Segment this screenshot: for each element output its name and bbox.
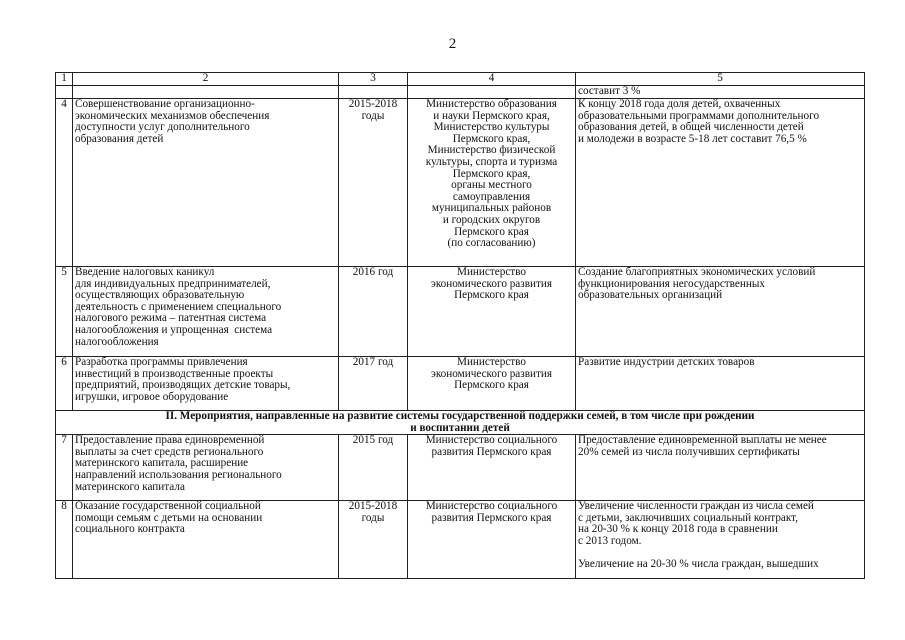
measure-cell-line: налогообложения: [75, 335, 159, 348]
executor-cell: [408, 501, 576, 579]
measure-cell-line: направлений использования регионального: [75, 468, 282, 481]
measure-cell-line: для индивидуальных предпринимателей,: [75, 277, 271, 290]
result-cell-line: Создание благоприятных экономических условий: [578, 266, 816, 278]
measure-cell-line: помощи семьям с детьми на основании: [75, 511, 263, 524]
row-number: 6: [56, 357, 73, 411]
executor-cell-line: Министерство социального: [425, 434, 558, 447]
table-row: [56, 435, 865, 501]
page-number: 2: [448, 36, 457, 52]
executor-cell-line: экономического развития: [431, 277, 552, 290]
action-plan-table: [55, 72, 865, 579]
result-cell-line: Развитие индустрии детских товаров: [578, 356, 755, 368]
executor-cell-line: Министерство культуры: [433, 121, 550, 134]
measure-cell-line: доступности услуг дополнительного: [75, 121, 250, 134]
carryover-result-line: составит 3 %: [578, 85, 641, 97]
executor-cell-line: муниципальных районов: [431, 202, 552, 215]
table-header-row: [56, 73, 865, 86]
measure-cell-line: Оказание государственной социальной: [75, 500, 261, 513]
measure-cell-line: предприятий, производящих детские товары,: [75, 379, 291, 392]
measure-cell: [73, 501, 339, 579]
row-number: 8: [56, 501, 73, 579]
row-number: 4: [56, 99, 73, 267]
measure-cell-line: налогообложения и упрощенная система: [75, 323, 273, 336]
period-cell-line: годы: [361, 109, 385, 122]
carryover-row: [56, 86, 865, 99]
executor-cell-line: развития Пермского края: [431, 445, 552, 458]
carryover-measure: [73, 86, 339, 99]
period-cell: [339, 357, 408, 411]
column-header-3: 3: [339, 73, 408, 86]
measure-cell: [73, 357, 339, 411]
executor-cell-line: Пермского края,: [452, 167, 531, 180]
result-cell-line: с детьми, заключивших социальный контракт,: [578, 511, 799, 524]
result-cell-line: на 20-30 % к концу 2018 года в сравнении: [578, 523, 778, 536]
period-cell-line: 2015 год: [352, 434, 394, 447]
result-cell-line: образования детей, в общей численности детей: [578, 121, 804, 134]
carryover-num: [56, 86, 73, 99]
carryover-executor: [408, 86, 576, 99]
table-row: [56, 501, 865, 579]
column-header-1: 1: [56, 73, 73, 86]
executor-cell-line: Министерство: [457, 356, 526, 368]
executor-cell-line: Министерство физической: [427, 144, 556, 157]
period-cell-line: 2015-2018: [348, 98, 398, 110]
section-heading-line: II. Мероприятия, направленные на развитие системы государственной поддержки семей, в том числе при рождении: [165, 410, 755, 422]
result-cell-line: К концу 2018 года доля детей, охваченных: [578, 98, 781, 110]
executor-cell-line: Министерство: [457, 266, 526, 278]
executor-cell-line: Пермского края,: [452, 132, 531, 145]
executor-cell-line: культуры, спорта и туризма: [425, 155, 558, 168]
measure-cell-line: Совершенствование организационно-: [75, 98, 255, 110]
period-cell-line: 2016 год: [352, 266, 394, 278]
result-cell: [576, 357, 865, 411]
measure-cell: [73, 435, 339, 501]
column-header-5: 5: [576, 73, 865, 86]
executor-cell-line: развития Пермского края: [431, 511, 552, 524]
executor-cell: [408, 267, 576, 357]
executor-cell-line: (по согласованию): [447, 237, 536, 250]
measure-cell-line: игрушки, игровое оборудование: [75, 390, 229, 403]
executor-cell-line: Пермского края: [454, 225, 529, 238]
result-cell-line: с 2013 годом.: [578, 534, 642, 547]
section-heading-line: и воспитании детей: [410, 421, 510, 434]
result-cell-line: Увеличение численности граждан из числа семей: [578, 500, 814, 513]
result-cell-line: функционирования негосударственных: [578, 277, 765, 290]
result-cell: [576, 99, 865, 267]
section-heading-row: [56, 411, 865, 435]
measure-cell-line: Предоставление права единовременной: [75, 434, 265, 447]
table-row: [56, 99, 865, 267]
result-cell-line: образовательными программами дополнительного: [578, 109, 820, 122]
period-cell: [339, 99, 408, 267]
carryover-period: [339, 86, 408, 99]
measure-cell-line: выплаты за счет средств регионального: [75, 445, 264, 458]
table-row: [56, 357, 865, 411]
result-cell-line: Предоставление единовременной выплаты не менее: [578, 434, 827, 447]
measure-cell: [73, 99, 339, 267]
result-cell-line: Увеличение на 20-30 % числа граждан, вышедших: [578, 558, 819, 571]
column-header-2: 2: [73, 73, 339, 86]
row-number: 7: [56, 435, 73, 501]
measure-cell-line: материнского капитала: [75, 480, 185, 493]
measure-cell-line: социального контракта: [75, 523, 185, 536]
measure-cell: [73, 267, 339, 357]
executor-cell: [408, 435, 576, 501]
result-cell-line: 20% семей из числа получивших сертификаты: [578, 445, 800, 458]
period-cell-line: годы: [361, 511, 385, 524]
period-cell-line: 2017 год: [352, 356, 394, 368]
period-cell: [339, 435, 408, 501]
measure-cell-line: осуществляющих образовательную: [75, 289, 245, 302]
measure-cell-line: деятельность с применением специального: [75, 300, 282, 313]
result-cell-line: образовательных организаций: [578, 289, 723, 302]
executor-cell-line: самоуправления: [452, 190, 531, 203]
executor-cell-line: Пермского края: [454, 289, 529, 302]
measure-cell-line: инвестиций в производственные проекты: [75, 367, 274, 380]
measure-cell-line: экономических механизмов обеспечения: [75, 109, 270, 122]
executor-cell-line: Министерство образования: [426, 98, 557, 110]
measure-cell-line: Разработка программы привлечения: [75, 356, 248, 368]
table-row: [56, 267, 865, 357]
carryover-result: [576, 86, 865, 99]
measure-cell-line: налогового режима – патентная система: [75, 312, 267, 325]
executor-cell: [408, 99, 576, 267]
result-cell: [576, 501, 865, 579]
executor-cell-line: и городских округов: [442, 213, 541, 226]
executor-cell: [408, 357, 576, 411]
executor-cell-line: экономического развития: [431, 367, 552, 380]
executor-cell-line: и науки Пермского края,: [433, 109, 550, 122]
executor-cell-line: органы местного: [451, 179, 532, 192]
period-cell-line: 2015-2018: [348, 500, 398, 513]
measure-cell-line: образования детей: [75, 132, 164, 145]
executor-cell-line: Пермского края: [454, 379, 529, 392]
period-cell: [339, 501, 408, 579]
executor-cell-line: Министерство социального: [425, 500, 558, 513]
column-header-4: 4: [408, 73, 576, 86]
row-number: 5: [56, 267, 73, 357]
section-heading: [56, 411, 865, 435]
result-cell: [576, 435, 865, 501]
measure-cell-line: материнского капитала, расширение: [75, 457, 249, 470]
result-cell-line: и молодежи в возрасте 5-18 лет составит 76,5 %: [578, 132, 807, 145]
period-cell: [339, 267, 408, 357]
result-cell: [576, 267, 865, 357]
measure-cell-line: Введение налоговых каникул: [75, 266, 215, 278]
